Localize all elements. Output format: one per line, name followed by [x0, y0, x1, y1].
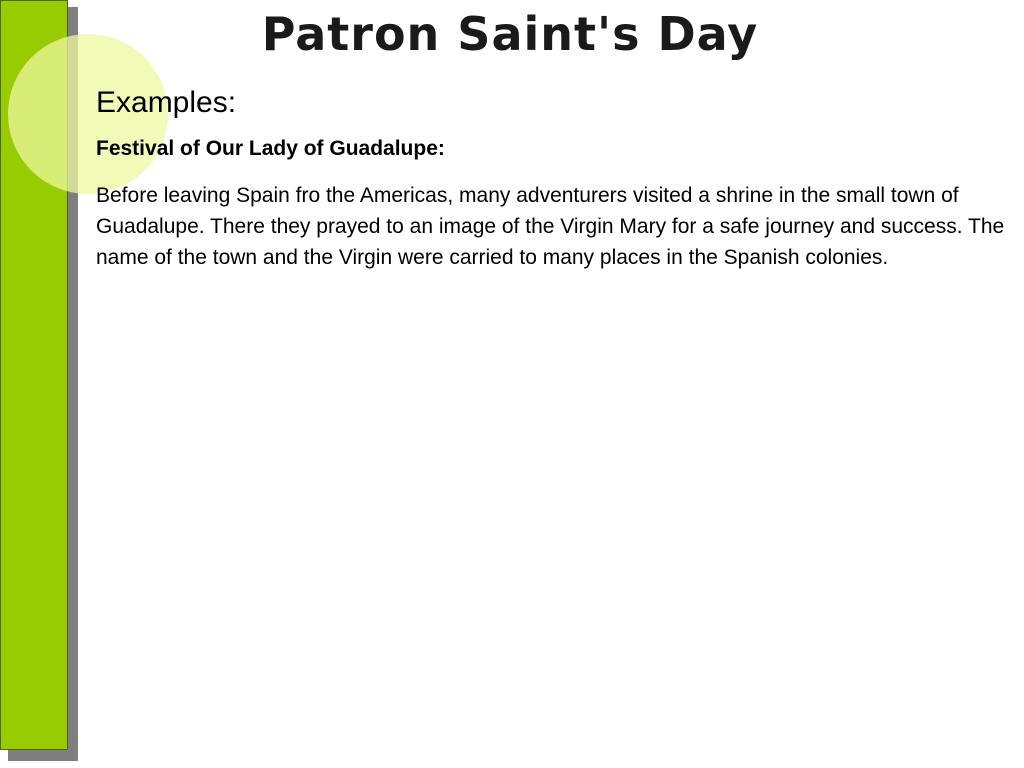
example-body-text: Before leaving Spain fro the Americas, many adventurers visited a shrine in the small town of Guadalupe. There they prayed to an image of the Virgin Mary for a safe journey and success. The name of the town and the Virgin were carried to many places in the Spanish colonies. — [96, 184, 1005, 269]
slide-title-text: Patron Saint's Day — [261, 7, 759, 61]
section-heading: Examples: — [96, 86, 237, 119]
slide-title-graphic — [261, 0, 759, 70]
example-subheading: Festival of Our Lady of Guadalupe: — [96, 137, 445, 160]
slide-title — [261, 0, 759, 70]
